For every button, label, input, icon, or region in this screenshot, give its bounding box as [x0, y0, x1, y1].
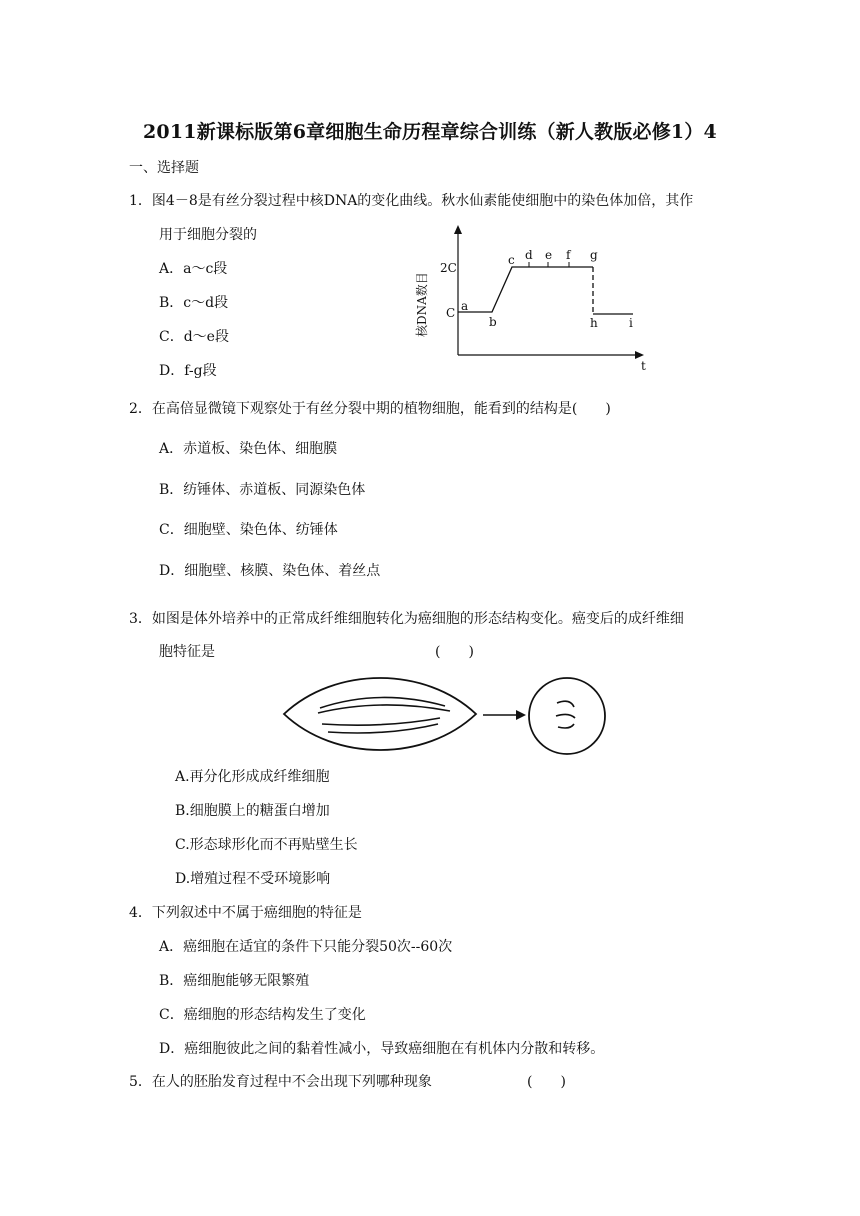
fibroblast-fiber-3: [322, 718, 440, 725]
point-label-d: d: [525, 248, 533, 262]
question-2-option-a: A．赤道板、染色体、细胞膜: [159, 441, 338, 457]
cancer-cell: [529, 678, 605, 754]
question-4-option-b: B．癌细胞能够无限繁殖: [159, 973, 310, 989]
question-1-option-a: A．a～c段: [159, 261, 228, 277]
point-label-a: a: [461, 299, 469, 313]
point-label-b: b: [489, 315, 497, 329]
question-1-option-c: C．d～e段: [159, 329, 229, 345]
y-axis-arrow: [454, 225, 462, 234]
section-heading: 一、选择题: [129, 160, 199, 176]
question-2-option-c: C．细胞壁、染色体、纺锤体: [159, 522, 338, 538]
question-4-stem: 4．下列叙述中不属于癌细胞的特征是: [129, 905, 362, 921]
question-3-stem-cont: 胞特征是: [159, 644, 215, 660]
y-tick-2c: 2C: [440, 261, 457, 275]
cancer-cell-fiber-3: [558, 724, 574, 728]
question-3-option-a: A.再分化形成成纤维细胞: [175, 769, 330, 785]
question-2-option-b: B．纺锤体、赤道板、同源染色体: [159, 482, 366, 498]
point-label-h: h: [590, 316, 598, 330]
fibroblast-cell: [284, 678, 476, 750]
dna-curve-diagram: [412, 222, 652, 374]
question-3-option-b: B.细胞膜上的糖蛋白增加: [175, 803, 330, 819]
question-5-answer-paren: ( ): [527, 1074, 566, 1090]
fibroblast-fiber-1: [320, 697, 445, 708]
dna-curve: [458, 267, 593, 312]
cancer-cell-fiber-2: [556, 714, 575, 718]
question-4-option-a: A．癌细胞在适宜的条件下只能分裂50次--60次: [159, 939, 453, 955]
cancer-cell-fiber-1: [557, 701, 574, 707]
question-1-option-b: B．c～d段: [159, 295, 229, 311]
question-4-option-d: D．癌细胞彼此之间的黏着性减小，导致癌细胞在有机体内分散和转移。: [159, 1041, 605, 1057]
point-label-i: i: [629, 316, 633, 330]
question-3-answer-paren: ( ): [435, 644, 474, 660]
y-tick-c: C: [446, 306, 456, 320]
point-label-g: g: [590, 248, 598, 262]
cell-transformation-diagram: [280, 668, 610, 768]
question-4-option-c: C．癌细胞的形态结构发生了变化: [159, 1007, 366, 1023]
question-2-option-d: D．细胞壁、核膜、染色体、着丝点: [159, 563, 381, 579]
point-label-f: f: [566, 248, 571, 262]
question-5-stem: 5．在人的胚胎发育过程中不会出现下列哪种现象: [129, 1074, 432, 1090]
x-axis-label: t: [641, 359, 646, 373]
question-1-stem: 1．图4－8是有丝分裂过程中核DNA的变化曲线。秋水仙素能使细胞中的染色体加倍，其作: [129, 193, 694, 209]
point-label-c: c: [508, 253, 515, 267]
question-1-option-d: D．f-g段: [159, 363, 217, 379]
question-3-option-d: D.增殖过程不受环境影响: [175, 871, 331, 887]
question-2-stem: 2．在高倍显微镜下观察处于有丝分裂中期的植物细胞，能看到的结构是( ): [129, 401, 611, 417]
question-3-stem: 3．如图是体外培养中的正常成纤维细胞转化为癌细胞的形态结构变化。癌变后的成纤维细: [129, 611, 684, 627]
transformation-arrow-head: [516, 710, 526, 720]
y-axis-label: 核DNA数目: [415, 272, 429, 337]
point-label-e: e: [545, 248, 553, 262]
page-title: 2011新课标版第6章细胞生命历程章综合训练（新人教版必修1）4: [143, 121, 717, 143]
fibroblast-fiber-2: [318, 705, 450, 713]
question-1-stem-cont: 用于细胞分裂的: [159, 227, 257, 243]
question-3-option-c: C.形态球形化而不再贴壁生长: [175, 837, 358, 853]
x-axis-arrow: [635, 351, 644, 359]
